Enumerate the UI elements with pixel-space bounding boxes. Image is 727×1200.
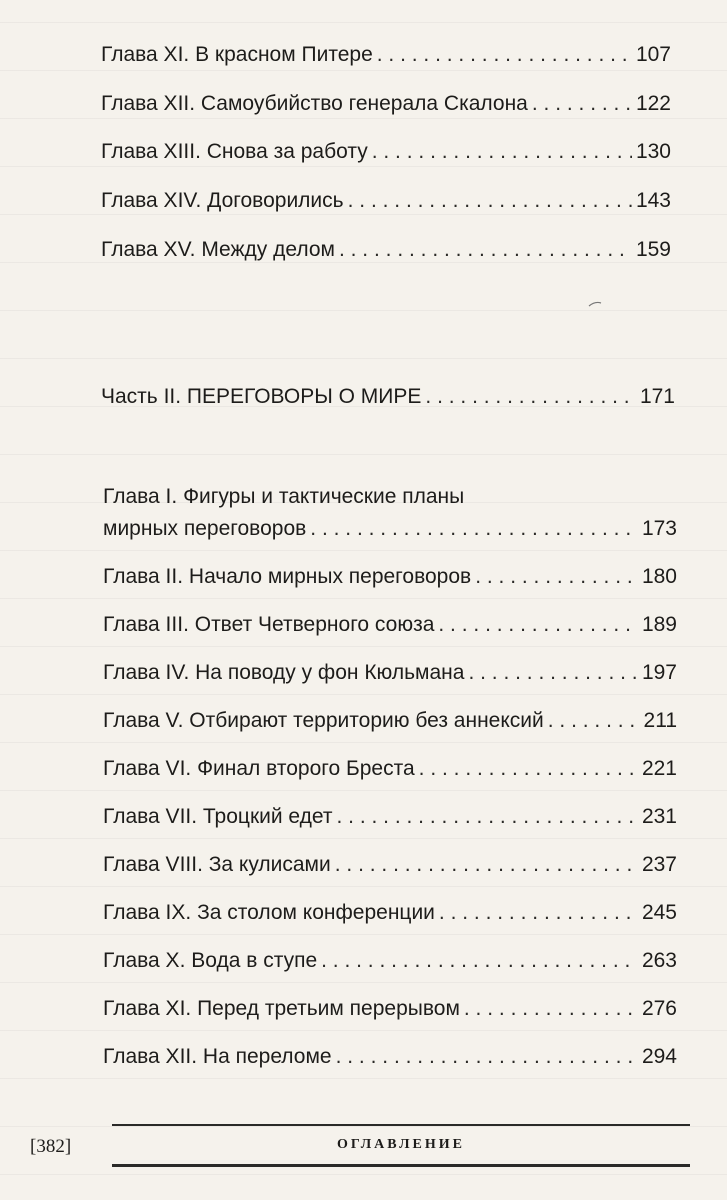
toc-entry-page: 211 [643,709,677,732]
toc-entry-title: Глава XIII. Снова за работу [101,140,368,163]
footer-rule-bottom [112,1164,690,1167]
page-footer [30,1118,690,1178]
toc-entry-page: 189 [641,613,677,636]
toc-entry-page: 107 [635,43,671,66]
toc-entry-continuation [103,517,677,541]
toc-entry [103,853,677,877]
toc-entry [101,238,671,262]
toc-entry-title: Глава XI. Перед третьим перерывом [103,997,460,1020]
toc-entry [103,709,677,733]
toc-leader-dots [336,1045,638,1069]
toc-leader-dots [372,140,632,164]
toc-entry-title: Глава V. Отбирают территорию без аннексий [103,709,544,732]
page-number: [382] [30,1136,72,1157]
toc-entry-page: 130 [635,140,671,163]
toc-entry-page: 263 [641,949,677,972]
toc-leader-dots [548,709,640,733]
toc-entry-title: Глава VIII. За кулисами [103,853,331,876]
toc-entry-page: 122 [635,92,671,115]
toc-entry [101,140,671,164]
toc-leader-dots [475,565,638,589]
toc-entry-page: 197 [641,661,677,684]
toc-entry-page: 159 [635,238,671,261]
toc-entry [103,757,677,781]
toc-entry [103,805,677,829]
toc-part-page: 171 [639,385,675,408]
toc-entry-title: Глава VI. Финал второго Бреста [103,757,415,780]
toc-entry-title: Глава XIV. Договорились [101,189,344,212]
toc-entry-page: 173 [641,517,677,540]
toc-entry [101,43,671,67]
toc-entry-title: Глава XI. В красном Питере [101,43,373,66]
toc-entry-title: Глава XV. Между делом [101,238,335,261]
toc-entry [103,565,677,589]
toc-entry-page: 221 [641,757,677,780]
toc-entry [103,613,677,637]
toc-entry [103,661,677,685]
toc-leader-dots [310,517,638,541]
toc-entry-title: Глава XII. На переломе [103,1045,332,1068]
toc-entry-title: Глава IV. На поводу у фон Кюльмана [103,661,465,684]
toc-entry-page: 231 [641,805,677,828]
toc-entry [103,485,677,541]
toc-entry [103,997,677,1021]
toc-leader-dots [425,385,636,409]
toc-leader-dots [532,92,632,116]
toc-entry-title: Глава III. Ответ Четверного союза [103,613,435,636]
toc-entry-title: Глава IX. За столом конференции [103,901,435,924]
toc-entry-title: Глава XII. Самоубийство генерала Скалона [101,92,528,115]
toc-entry-page: 237 [641,853,677,876]
toc-entry-page: 276 [641,997,677,1020]
pencil-mark [588,300,602,308]
running-title: ОГЛАВЛЕНИЕ [337,1137,465,1152]
toc-entry-title: Глава VII. Троцкий едет [103,805,333,828]
toc-entry-title-continued: мирных переговоров [103,517,307,540]
toc-entry-title: Глава II. Начало мирных переговоров [103,565,472,588]
toc-leader-dots [337,805,638,829]
toc-entry [103,1045,677,1069]
toc-leader-dots [419,757,638,781]
toc-entry-title: Глава X. Вода в ступе [103,949,318,972]
footer-rule-top [112,1124,690,1126]
toc-entry-page: 143 [635,189,671,212]
toc-leader-dots [468,661,638,685]
toc-leader-dots [339,238,632,262]
toc-leader-dots [348,189,632,213]
toc-leader-dots [438,613,638,637]
toc-part-title: Часть II. ПЕРЕГОВОРЫ О МИРЕ [101,385,422,408]
toc-entry-page: 180 [641,565,677,588]
toc-entry-page: 294 [641,1045,677,1068]
toc-leader-dots [377,43,632,67]
toc-entry [103,949,677,973]
toc-part-entry [101,385,675,409]
toc-entry [103,901,677,925]
toc-leader-dots [439,901,638,925]
toc-entry-page: 245 [641,901,677,924]
toc-entry-title: Глава I. Фигуры и тактические планы [103,485,465,508]
toc-leader-dots [335,853,638,877]
toc-entry [101,92,671,116]
toc-entry [101,189,671,213]
toc-leader-dots [464,997,638,1021]
toc-leader-dots [321,949,638,973]
